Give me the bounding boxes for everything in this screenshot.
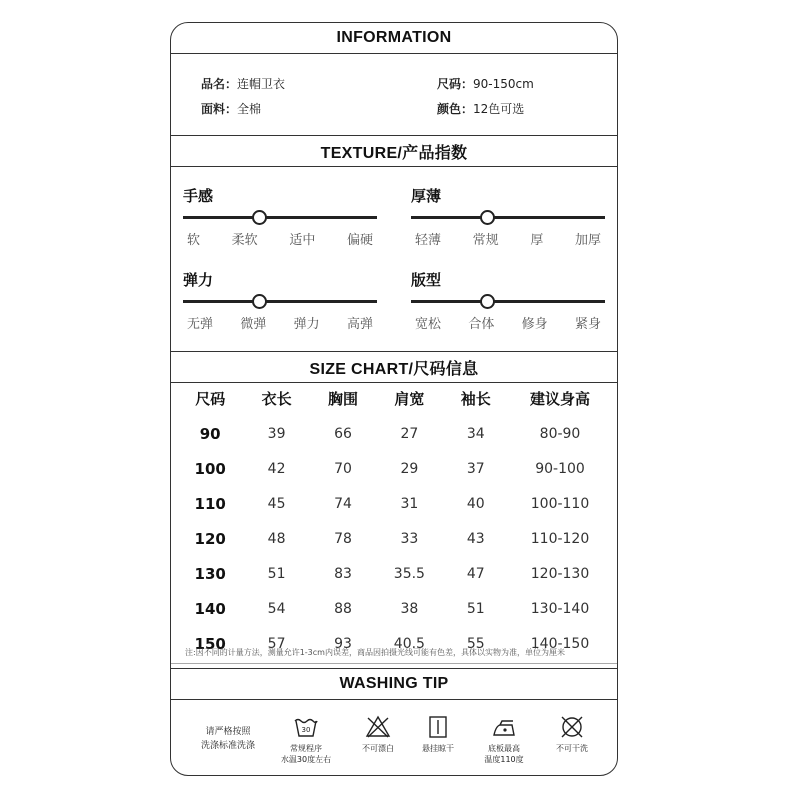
table-cell: 130-140: [530, 600, 590, 617]
texture-scale: [187, 313, 373, 332]
table-cell: 88: [334, 600, 352, 617]
size-chart-table: [177, 380, 611, 661]
iron-item: [469, 715, 539, 765]
information-header: INFORMATION: [171, 23, 617, 54]
table-cell: 140-150: [530, 635, 590, 652]
size-chart-header: SIZE CHART/尺码信息: [171, 351, 617, 383]
texture-title: 版型: [411, 271, 442, 289]
texture-header: TEXTURE/产品指数: [171, 135, 617, 167]
texture-scale-label: 无弹: [187, 317, 214, 332]
column-header: 胸围: [327, 389, 358, 408]
texture-scale-label: 弹力: [293, 317, 320, 332]
iron-label: [469, 743, 539, 765]
wash-label-line: 温度110度: [484, 755, 524, 764]
column-header: 袖长: [460, 389, 491, 408]
table-cell: 31: [400, 495, 419, 512]
table-cell: 40.5: [393, 635, 425, 652]
table-cell: 120: [194, 529, 226, 548]
table-cell: 33: [400, 530, 419, 547]
texture-scale-label: 修身: [521, 317, 548, 332]
product-info-card: [170, 22, 618, 776]
table-cell: 38: [400, 600, 419, 617]
texture-scale-label: 宽松: [415, 317, 442, 332]
texture-scale: [187, 229, 373, 248]
texture-slider-knob: [480, 210, 495, 225]
texture-scale-label: 软: [187, 233, 201, 248]
color-row: [437, 100, 524, 117]
size-range-value: 90-150cm: [473, 77, 534, 91]
wash-label-line: 不可漂白: [362, 744, 394, 753]
texture-scale-label: 厚: [530, 233, 544, 248]
wash-label-line: 悬挂晾干: [422, 744, 454, 753]
texture-scale-label: 微弹: [240, 317, 267, 332]
wash-label-line: 底板最高: [488, 744, 520, 753]
measurement-note: 注:因不同的计量方法，测量允许1-3cm内误差，商品因拍摄光线可能有色差，具体以实物为准，单位为厘米: [185, 648, 565, 657]
table-cell: 74: [334, 495, 352, 512]
texture-slider-track: [183, 300, 377, 303]
svg-text:30: 30: [301, 726, 311, 734]
table-cell: 78: [334, 530, 352, 547]
texture-scale-label: 适中: [289, 233, 316, 248]
note-divider: [171, 663, 617, 664]
table-cell: 48: [267, 530, 286, 547]
table-cell: 54: [267, 600, 286, 617]
table-cell: 100-110: [530, 495, 590, 512]
table-row: [177, 521, 611, 556]
color-value: 12色可选: [473, 102, 525, 116]
table-cell: 42: [267, 460, 286, 477]
table-cell: 37: [466, 460, 485, 477]
wash-label-line: 水温30度左右: [280, 755, 332, 764]
product-name-label: 品名：: [201, 77, 238, 91]
texture-title: 手感: [183, 187, 214, 205]
product-name-value: 连帽卫衣: [237, 77, 286, 91]
texture-scale-label: 合体: [468, 317, 495, 332]
table-cell: 70: [334, 460, 352, 477]
table-cell: 110: [194, 494, 226, 513]
column-header: 尺码: [195, 389, 226, 408]
table-cell: 57: [267, 635, 286, 652]
table-cell: 40: [466, 495, 485, 512]
table-cell: 93: [334, 635, 352, 652]
table-row: [177, 591, 611, 626]
table-cell: 39: [267, 425, 286, 442]
table-cell: 150: [194, 634, 226, 653]
no-dry-clean-item: [537, 715, 607, 754]
texture-scale-label: 紧身: [574, 317, 601, 332]
table-cell: 45: [267, 495, 286, 512]
table-cell: 35.5: [393, 565, 425, 582]
table-cell: 47: [466, 565, 485, 582]
texture-scale-label: 偏硬: [346, 233, 373, 248]
table-cell: 83: [334, 565, 352, 582]
table-cell: 120-130: [530, 565, 590, 582]
texture-scale: [415, 313, 601, 332]
washing-lead-line: 请严格按照: [205, 727, 251, 737]
wash-30-label: [271, 743, 341, 765]
table-cell: 27: [400, 425, 419, 442]
table-cell: 51: [267, 565, 286, 582]
washing-lead-text: [193, 725, 263, 753]
texture-slider-track: [411, 300, 605, 303]
no-dry-clean-label: [537, 743, 607, 754]
texture-slider-knob: [252, 210, 267, 225]
texture-scale-label: 加厚: [574, 233, 601, 248]
column-header: 肩宽: [394, 389, 425, 408]
fabric-row: [201, 100, 261, 117]
table-cell: 140: [194, 599, 226, 618]
texture-slider-track: [183, 216, 377, 219]
table-cell: 110-120: [530, 530, 590, 547]
size-range-row: [437, 75, 534, 92]
texture-title: 弹力: [183, 271, 214, 289]
product-name-row: [201, 75, 285, 92]
table-row: [177, 451, 611, 486]
table-cell: 29: [400, 460, 419, 477]
fabric-value: 全棉: [237, 102, 262, 116]
iron-low-icon: [491, 715, 517, 739]
table-cell: 66: [334, 425, 352, 442]
column-header: 衣长: [261, 389, 292, 408]
texture-slider-knob: [252, 294, 267, 309]
hang-dry-label: [403, 743, 473, 754]
wash-tub-30-icon: [293, 715, 319, 739]
texture-scale: [415, 229, 601, 248]
fabric-label: 面料：: [201, 102, 238, 116]
hang-dry-icon: [425, 715, 451, 739]
wash-30-item: [271, 715, 341, 765]
texture-scale-label: 常规: [472, 233, 499, 248]
texture-title: 厚薄: [411, 187, 442, 205]
washing-header: WASHING TIP: [171, 668, 617, 700]
table-cell: 55: [466, 635, 485, 652]
no-dry-clean-icon: [559, 715, 585, 739]
texture-slider-knob: [480, 294, 495, 309]
table-row: [177, 486, 611, 521]
texture-slider-track: [411, 216, 605, 219]
table-cell: 90-100: [535, 460, 585, 477]
column-header: 建议身高: [529, 389, 590, 408]
wash-label-line: 不可干洗: [556, 744, 588, 753]
table-cell: 100: [194, 459, 226, 478]
table-cell: 51: [466, 600, 485, 617]
washing-lead-line: 洗涤标准洗涤: [200, 741, 255, 751]
size-chart-body: [177, 416, 611, 661]
table-cell: 43: [466, 530, 485, 547]
color-label: 颜色：: [437, 102, 474, 116]
table-cell: 90: [199, 424, 221, 443]
size-range-label: 尺码：: [437, 77, 474, 91]
hang-dry-item: [403, 715, 473, 754]
table-cell: 34: [466, 425, 485, 442]
texture-scale-label: 轻薄: [415, 233, 442, 248]
texture-scale-label: 柔软: [231, 233, 258, 248]
no-bleach-icon: [365, 715, 391, 739]
wash-label-line: 常规程序: [290, 744, 322, 753]
size-chart-header-row: [177, 380, 611, 416]
table-cell: 130: [194, 564, 226, 583]
table-row: [177, 556, 611, 591]
table-cell: 80-90: [539, 425, 581, 442]
texture-scale-label: 高弹: [346, 317, 373, 332]
table-row: [177, 416, 611, 451]
